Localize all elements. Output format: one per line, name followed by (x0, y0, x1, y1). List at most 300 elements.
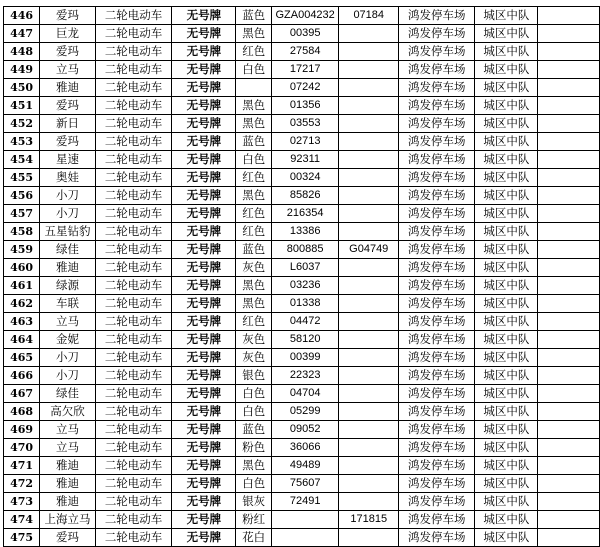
frame-number-cell (272, 511, 339, 529)
plate-status-cell: 无号牌 (172, 295, 236, 313)
frame-number-cell: 27584 (272, 43, 339, 61)
blank-cell (538, 457, 600, 475)
vehicle-type-cell: 二轮电动车 (95, 97, 172, 115)
brand-cell: 立马 (40, 439, 95, 457)
frame-number-cell: 22323 (272, 367, 339, 385)
plate-status-cell: 无号牌 (172, 115, 236, 133)
brand-cell: 车联 (40, 295, 95, 313)
motor-number-cell (339, 529, 399, 547)
table-row (4, 493, 600, 511)
color-cell: 红色 (236, 43, 272, 61)
plate-status-cell: 无号牌 (172, 223, 236, 241)
motor-number-cell (339, 439, 399, 457)
color-cell: 蓝色 (236, 133, 272, 151)
frame-number-cell: 13386 (272, 223, 339, 241)
color-cell: 白色 (236, 151, 272, 169)
plate-status-cell: 无号牌 (172, 43, 236, 61)
unit-cell: 城区中队 (475, 385, 538, 403)
brand-cell: 立马 (40, 421, 95, 439)
plate-status-cell: 无号牌 (172, 7, 236, 25)
blank-cell (538, 79, 600, 97)
vehicle-type-cell: 二轮电动车 (95, 277, 172, 295)
frame-number-cell: 72491 (272, 493, 339, 511)
frame-number-cell: 00399 (272, 349, 339, 367)
vehicle-type-cell: 二轮电动车 (95, 187, 172, 205)
row-number-cell: 447 (4, 25, 40, 43)
vehicle-type-cell: 二轮电动车 (95, 493, 172, 511)
unit-cell: 城区中队 (475, 151, 538, 169)
blank-cell (538, 97, 600, 115)
frame-number-cell: 00395 (272, 25, 339, 43)
blank-cell (538, 385, 600, 403)
parking-lot-cell: 鸿发停车场 (399, 61, 475, 79)
color-cell: 黑色 (236, 115, 272, 133)
frame-number-cell: 36066 (272, 439, 339, 457)
unit-cell: 城区中队 (475, 187, 538, 205)
table-row (4, 259, 600, 277)
vehicle-type-cell: 二轮电动车 (95, 259, 172, 277)
motor-number-cell (339, 151, 399, 169)
parking-lot-cell: 鸿发停车场 (399, 439, 475, 457)
table-row (4, 25, 600, 43)
frame-number-cell: GZA004232 (272, 7, 339, 25)
table-row (4, 403, 600, 421)
blank-cell (538, 313, 600, 331)
row-number-cell: 470 (4, 439, 40, 457)
plate-status-cell: 无号牌 (172, 475, 236, 493)
parking-lot-cell: 鸿发停车场 (399, 367, 475, 385)
plate-status-cell: 无号牌 (172, 25, 236, 43)
parking-lot-cell: 鸿发停车场 (399, 385, 475, 403)
frame-number-cell: 92311 (272, 151, 339, 169)
parking-lot-cell: 鸿发停车场 (399, 475, 475, 493)
table-row (4, 223, 600, 241)
unit-cell: 城区中队 (475, 475, 538, 493)
vehicle-type-cell: 二轮电动车 (95, 223, 172, 241)
frame-number-cell: 04472 (272, 313, 339, 331)
blank-cell (538, 277, 600, 295)
plate-status-cell: 无号牌 (172, 79, 236, 97)
parking-lot-cell: 鸿发停车场 (399, 331, 475, 349)
motor-number-cell (339, 313, 399, 331)
unit-cell: 城区中队 (475, 241, 538, 259)
motor-number-cell (339, 331, 399, 349)
motor-number-cell (339, 79, 399, 97)
row-number-cell: 458 (4, 223, 40, 241)
vehicle-type-cell: 二轮电动车 (95, 331, 172, 349)
brand-cell: 小刀 (40, 187, 95, 205)
row-number-cell: 450 (4, 79, 40, 97)
color-cell: 红色 (236, 205, 272, 223)
blank-cell (538, 187, 600, 205)
unit-cell: 城区中队 (475, 25, 538, 43)
unit-cell: 城区中队 (475, 349, 538, 367)
parking-lot-cell: 鸿发停车场 (399, 277, 475, 295)
frame-number-cell: 17217 (272, 61, 339, 79)
brand-cell: 雅迪 (40, 259, 95, 277)
table-row (4, 511, 600, 529)
vehicle-type-cell: 二轮电动车 (95, 133, 172, 151)
motor-number-cell (339, 475, 399, 493)
brand-cell: 金妮 (40, 331, 95, 349)
color-cell: 白色 (236, 475, 272, 493)
row-number-cell: 454 (4, 151, 40, 169)
row-number-cell: 472 (4, 475, 40, 493)
motor-number-cell (339, 259, 399, 277)
plate-status-cell: 无号牌 (172, 187, 236, 205)
parking-lot-cell: 鸿发停车场 (399, 97, 475, 115)
motor-number-cell (339, 421, 399, 439)
plate-status-cell: 无号牌 (172, 511, 236, 529)
color-cell: 黑色 (236, 187, 272, 205)
frame-number-cell: 01338 (272, 295, 339, 313)
row-number-cell: 451 (4, 97, 40, 115)
frame-number-cell: L6037 (272, 259, 339, 277)
vehicle-type-cell: 二轮电动车 (95, 313, 172, 331)
unit-cell: 城区中队 (475, 259, 538, 277)
row-number-cell: 468 (4, 403, 40, 421)
frame-number-cell: 02713 (272, 133, 339, 151)
plate-status-cell: 无号牌 (172, 349, 236, 367)
table-row (4, 295, 600, 313)
row-number-cell: 473 (4, 493, 40, 511)
blank-cell (538, 223, 600, 241)
parking-lot-cell: 鸿发停车场 (399, 349, 475, 367)
parking-lot-cell: 鸿发停车场 (399, 205, 475, 223)
brand-cell: 雅迪 (40, 79, 95, 97)
unit-cell: 城区中队 (475, 7, 538, 25)
frame-number-cell: 216354 (272, 205, 339, 223)
brand-cell: 绿源 (40, 277, 95, 295)
blank-cell (538, 43, 600, 61)
unit-cell: 城区中队 (475, 169, 538, 187)
parking-lot-cell: 鸿发停车场 (399, 187, 475, 205)
plate-status-cell: 无号牌 (172, 241, 236, 259)
frame-number-cell (272, 529, 339, 547)
row-number-cell: 471 (4, 457, 40, 475)
row-number-cell: 453 (4, 133, 40, 151)
motor-number-cell (339, 493, 399, 511)
parking-lot-cell: 鸿发停车场 (399, 169, 475, 187)
unit-cell: 城区中队 (475, 223, 538, 241)
color-cell: 红色 (236, 169, 272, 187)
brand-cell: 小刀 (40, 205, 95, 223)
color-cell: 银灰 (236, 493, 272, 511)
plate-status-cell: 无号牌 (172, 439, 236, 457)
unit-cell: 城区中队 (475, 403, 538, 421)
motor-number-cell: 171815 (339, 511, 399, 529)
motor-number-cell (339, 43, 399, 61)
motor-number-cell (339, 133, 399, 151)
color-cell: 粉红 (236, 511, 272, 529)
blank-cell (538, 133, 600, 151)
row-number-cell: 448 (4, 43, 40, 61)
color-cell: 蓝色 (236, 241, 272, 259)
table-row (4, 205, 600, 223)
motor-number-cell: G04749 (339, 241, 399, 259)
table-body (4, 7, 600, 547)
brand-cell: 上海立马 (40, 511, 95, 529)
table-row (4, 277, 600, 295)
motor-number-cell (339, 25, 399, 43)
row-number-cell: 462 (4, 295, 40, 313)
color-cell: 白色 (236, 403, 272, 421)
frame-number-cell: 00324 (272, 169, 339, 187)
blank-cell (538, 349, 600, 367)
parking-lot-cell: 鸿发停车场 (399, 313, 475, 331)
vehicle-type-cell: 二轮电动车 (95, 385, 172, 403)
color-cell: 白色 (236, 61, 272, 79)
color-cell: 黑色 (236, 97, 272, 115)
vehicle-table (3, 6, 600, 547)
brand-cell: 新日 (40, 115, 95, 133)
vehicle-type-cell: 二轮电动车 (95, 511, 172, 529)
parking-lot-cell: 鸿发停车场 (399, 493, 475, 511)
frame-number-cell: 04704 (272, 385, 339, 403)
parking-lot-cell: 鸿发停车场 (399, 151, 475, 169)
motor-number-cell (339, 223, 399, 241)
motor-number-cell (339, 349, 399, 367)
motor-number-cell (339, 205, 399, 223)
vehicle-type-cell: 二轮电动车 (95, 151, 172, 169)
vehicle-type-cell: 二轮电动车 (95, 241, 172, 259)
row-number-cell: 449 (4, 61, 40, 79)
blank-cell (538, 331, 600, 349)
unit-cell: 城区中队 (475, 295, 538, 313)
frame-number-cell: 85826 (272, 187, 339, 205)
plate-status-cell: 无号牌 (172, 529, 236, 547)
plate-status-cell: 无号牌 (172, 133, 236, 151)
plate-status-cell: 无号牌 (172, 97, 236, 115)
row-number-cell: 463 (4, 313, 40, 331)
brand-cell: 爱玛 (40, 529, 95, 547)
color-cell: 黑色 (236, 457, 272, 475)
table-row (4, 79, 600, 97)
motor-number-cell (339, 457, 399, 475)
table-row (4, 457, 600, 475)
parking-lot-cell: 鸿发停车场 (399, 529, 475, 547)
table-row (4, 187, 600, 205)
motor-number-cell (339, 169, 399, 187)
parking-lot-cell: 鸿发停车场 (399, 421, 475, 439)
vehicle-type-cell: 二轮电动车 (95, 475, 172, 493)
table-row (4, 313, 600, 331)
unit-cell: 城区中队 (475, 331, 538, 349)
brand-cell: 五星钻豹 (40, 223, 95, 241)
table-row (4, 349, 600, 367)
color-cell: 红色 (236, 223, 272, 241)
blank-cell (538, 205, 600, 223)
color-cell: 灰色 (236, 349, 272, 367)
plate-status-cell: 无号牌 (172, 493, 236, 511)
blank-cell (538, 7, 600, 25)
blank-cell (538, 529, 600, 547)
brand-cell: 爱玛 (40, 97, 95, 115)
motor-number-cell (339, 277, 399, 295)
blank-cell (538, 421, 600, 439)
brand-cell: 小刀 (40, 367, 95, 385)
row-number-cell: 461 (4, 277, 40, 295)
frame-number-cell: 58120 (272, 331, 339, 349)
blank-cell (538, 241, 600, 259)
blank-cell (538, 169, 600, 187)
frame-number-cell: 09052 (272, 421, 339, 439)
vehicle-type-cell: 二轮电动车 (95, 421, 172, 439)
brand-cell: 高欠欣 (40, 403, 95, 421)
unit-cell: 城区中队 (475, 493, 538, 511)
brand-cell: 奥娃 (40, 169, 95, 187)
brand-cell: 绿佳 (40, 385, 95, 403)
brand-cell: 雅迪 (40, 475, 95, 493)
vehicle-type-cell: 二轮电动车 (95, 205, 172, 223)
frame-number-cell: 75607 (272, 475, 339, 493)
row-number-cell: 459 (4, 241, 40, 259)
vehicle-type-cell: 二轮电动车 (95, 295, 172, 313)
parking-lot-cell: 鸿发停车场 (399, 43, 475, 61)
motor-number-cell (339, 403, 399, 421)
vehicle-type-cell: 二轮电动车 (95, 25, 172, 43)
plate-status-cell: 无号牌 (172, 205, 236, 223)
vehicle-type-cell: 二轮电动车 (95, 115, 172, 133)
table-row (4, 97, 600, 115)
row-number-cell: 457 (4, 205, 40, 223)
plate-status-cell: 无号牌 (172, 457, 236, 475)
plate-status-cell: 无号牌 (172, 61, 236, 79)
brand-cell: 雅迪 (40, 457, 95, 475)
blank-cell (538, 475, 600, 493)
unit-cell: 城区中队 (475, 205, 538, 223)
parking-lot-cell: 鸿发停车场 (399, 115, 475, 133)
unit-cell: 城区中队 (475, 97, 538, 115)
parking-lot-cell: 鸿发停车场 (399, 457, 475, 475)
blank-cell (538, 295, 600, 313)
color-cell: 银色 (236, 367, 272, 385)
table-row (4, 7, 600, 25)
brand-cell: 爱玛 (40, 7, 95, 25)
row-number-cell: 465 (4, 349, 40, 367)
blank-cell (538, 151, 600, 169)
plate-status-cell: 无号牌 (172, 277, 236, 295)
parking-lot-cell: 鸿发停车场 (399, 403, 475, 421)
vehicle-type-cell: 二轮电动车 (95, 43, 172, 61)
plate-status-cell: 无号牌 (172, 259, 236, 277)
parking-lot-cell: 鸿发停车场 (399, 7, 475, 25)
color-cell: 黑色 (236, 25, 272, 43)
unit-cell: 城区中队 (475, 367, 538, 385)
unit-cell: 城区中队 (475, 61, 538, 79)
row-number-cell: 474 (4, 511, 40, 529)
color-cell: 蓝色 (236, 7, 272, 25)
unit-cell: 城区中队 (475, 43, 538, 61)
table-row (4, 439, 600, 457)
plate-status-cell: 无号牌 (172, 421, 236, 439)
frame-number-cell: 07242 (272, 79, 339, 97)
brand-cell: 巨龙 (40, 25, 95, 43)
motor-number-cell (339, 367, 399, 385)
row-number-cell: 460 (4, 259, 40, 277)
frame-number-cell: 800885 (272, 241, 339, 259)
unit-cell: 城区中队 (475, 529, 538, 547)
unit-cell: 城区中队 (475, 115, 538, 133)
vehicle-type-cell: 二轮电动车 (95, 61, 172, 79)
table-row (4, 475, 600, 493)
blank-cell (538, 259, 600, 277)
vehicle-type-cell: 二轮电动车 (95, 349, 172, 367)
plate-status-cell: 无号牌 (172, 151, 236, 169)
color-cell: 灰色 (236, 331, 272, 349)
frame-number-cell: 49489 (272, 457, 339, 475)
color-cell: 灰色 (236, 259, 272, 277)
blank-cell (538, 25, 600, 43)
blank-cell (538, 115, 600, 133)
parking-lot-cell: 鸿发停车场 (399, 25, 475, 43)
frame-number-cell: 01356 (272, 97, 339, 115)
frame-number-cell: 03553 (272, 115, 339, 133)
plate-status-cell: 无号牌 (172, 403, 236, 421)
table-row (4, 385, 600, 403)
motor-number-cell (339, 97, 399, 115)
row-number-cell: 466 (4, 367, 40, 385)
motor-number-cell (339, 385, 399, 403)
table-row (4, 43, 600, 61)
row-number-cell: 452 (4, 115, 40, 133)
motor-number-cell (339, 187, 399, 205)
vehicle-type-cell: 二轮电动车 (95, 79, 172, 97)
vehicle-type-cell: 二轮电动车 (95, 439, 172, 457)
parking-lot-cell: 鸿发停车场 (399, 79, 475, 97)
unit-cell: 城区中队 (475, 313, 538, 331)
table-row (4, 61, 600, 79)
brand-cell: 雅迪 (40, 493, 95, 511)
table-row (4, 115, 600, 133)
brand-cell: 爱玛 (40, 133, 95, 151)
table-row (4, 241, 600, 259)
color-cell: 粉色 (236, 439, 272, 457)
parking-lot-cell: 鸿发停车场 (399, 133, 475, 151)
parking-lot-cell: 鸿发停车场 (399, 223, 475, 241)
plate-status-cell: 无号牌 (172, 367, 236, 385)
row-number-cell: 446 (4, 7, 40, 25)
color-cell: 红色 (236, 313, 272, 331)
brand-cell: 爱玛 (40, 43, 95, 61)
frame-number-cell: 03236 (272, 277, 339, 295)
table-row (4, 367, 600, 385)
brand-cell: 星速 (40, 151, 95, 169)
brand-cell: 立马 (40, 61, 95, 79)
parking-lot-cell: 鸿发停车场 (399, 511, 475, 529)
brand-cell: 立马 (40, 313, 95, 331)
frame-number-cell: 05299 (272, 403, 339, 421)
color-cell (236, 79, 272, 97)
blank-cell (538, 493, 600, 511)
unit-cell: 城区中队 (475, 511, 538, 529)
color-cell: 花白 (236, 529, 272, 547)
color-cell: 黑色 (236, 295, 272, 313)
plate-status-cell: 无号牌 (172, 169, 236, 187)
row-number-cell: 455 (4, 169, 40, 187)
motor-number-cell: 07184 (339, 7, 399, 25)
vehicle-type-cell: 二轮电动车 (95, 7, 172, 25)
color-cell: 蓝色 (236, 421, 272, 439)
unit-cell: 城区中队 (475, 277, 538, 295)
motor-number-cell (339, 61, 399, 79)
plate-status-cell: 无号牌 (172, 385, 236, 403)
plate-status-cell: 无号牌 (172, 331, 236, 349)
plate-status-cell: 无号牌 (172, 313, 236, 331)
vehicle-type-cell: 二轮电动车 (95, 169, 172, 187)
table-row (4, 421, 600, 439)
blank-cell (538, 61, 600, 79)
